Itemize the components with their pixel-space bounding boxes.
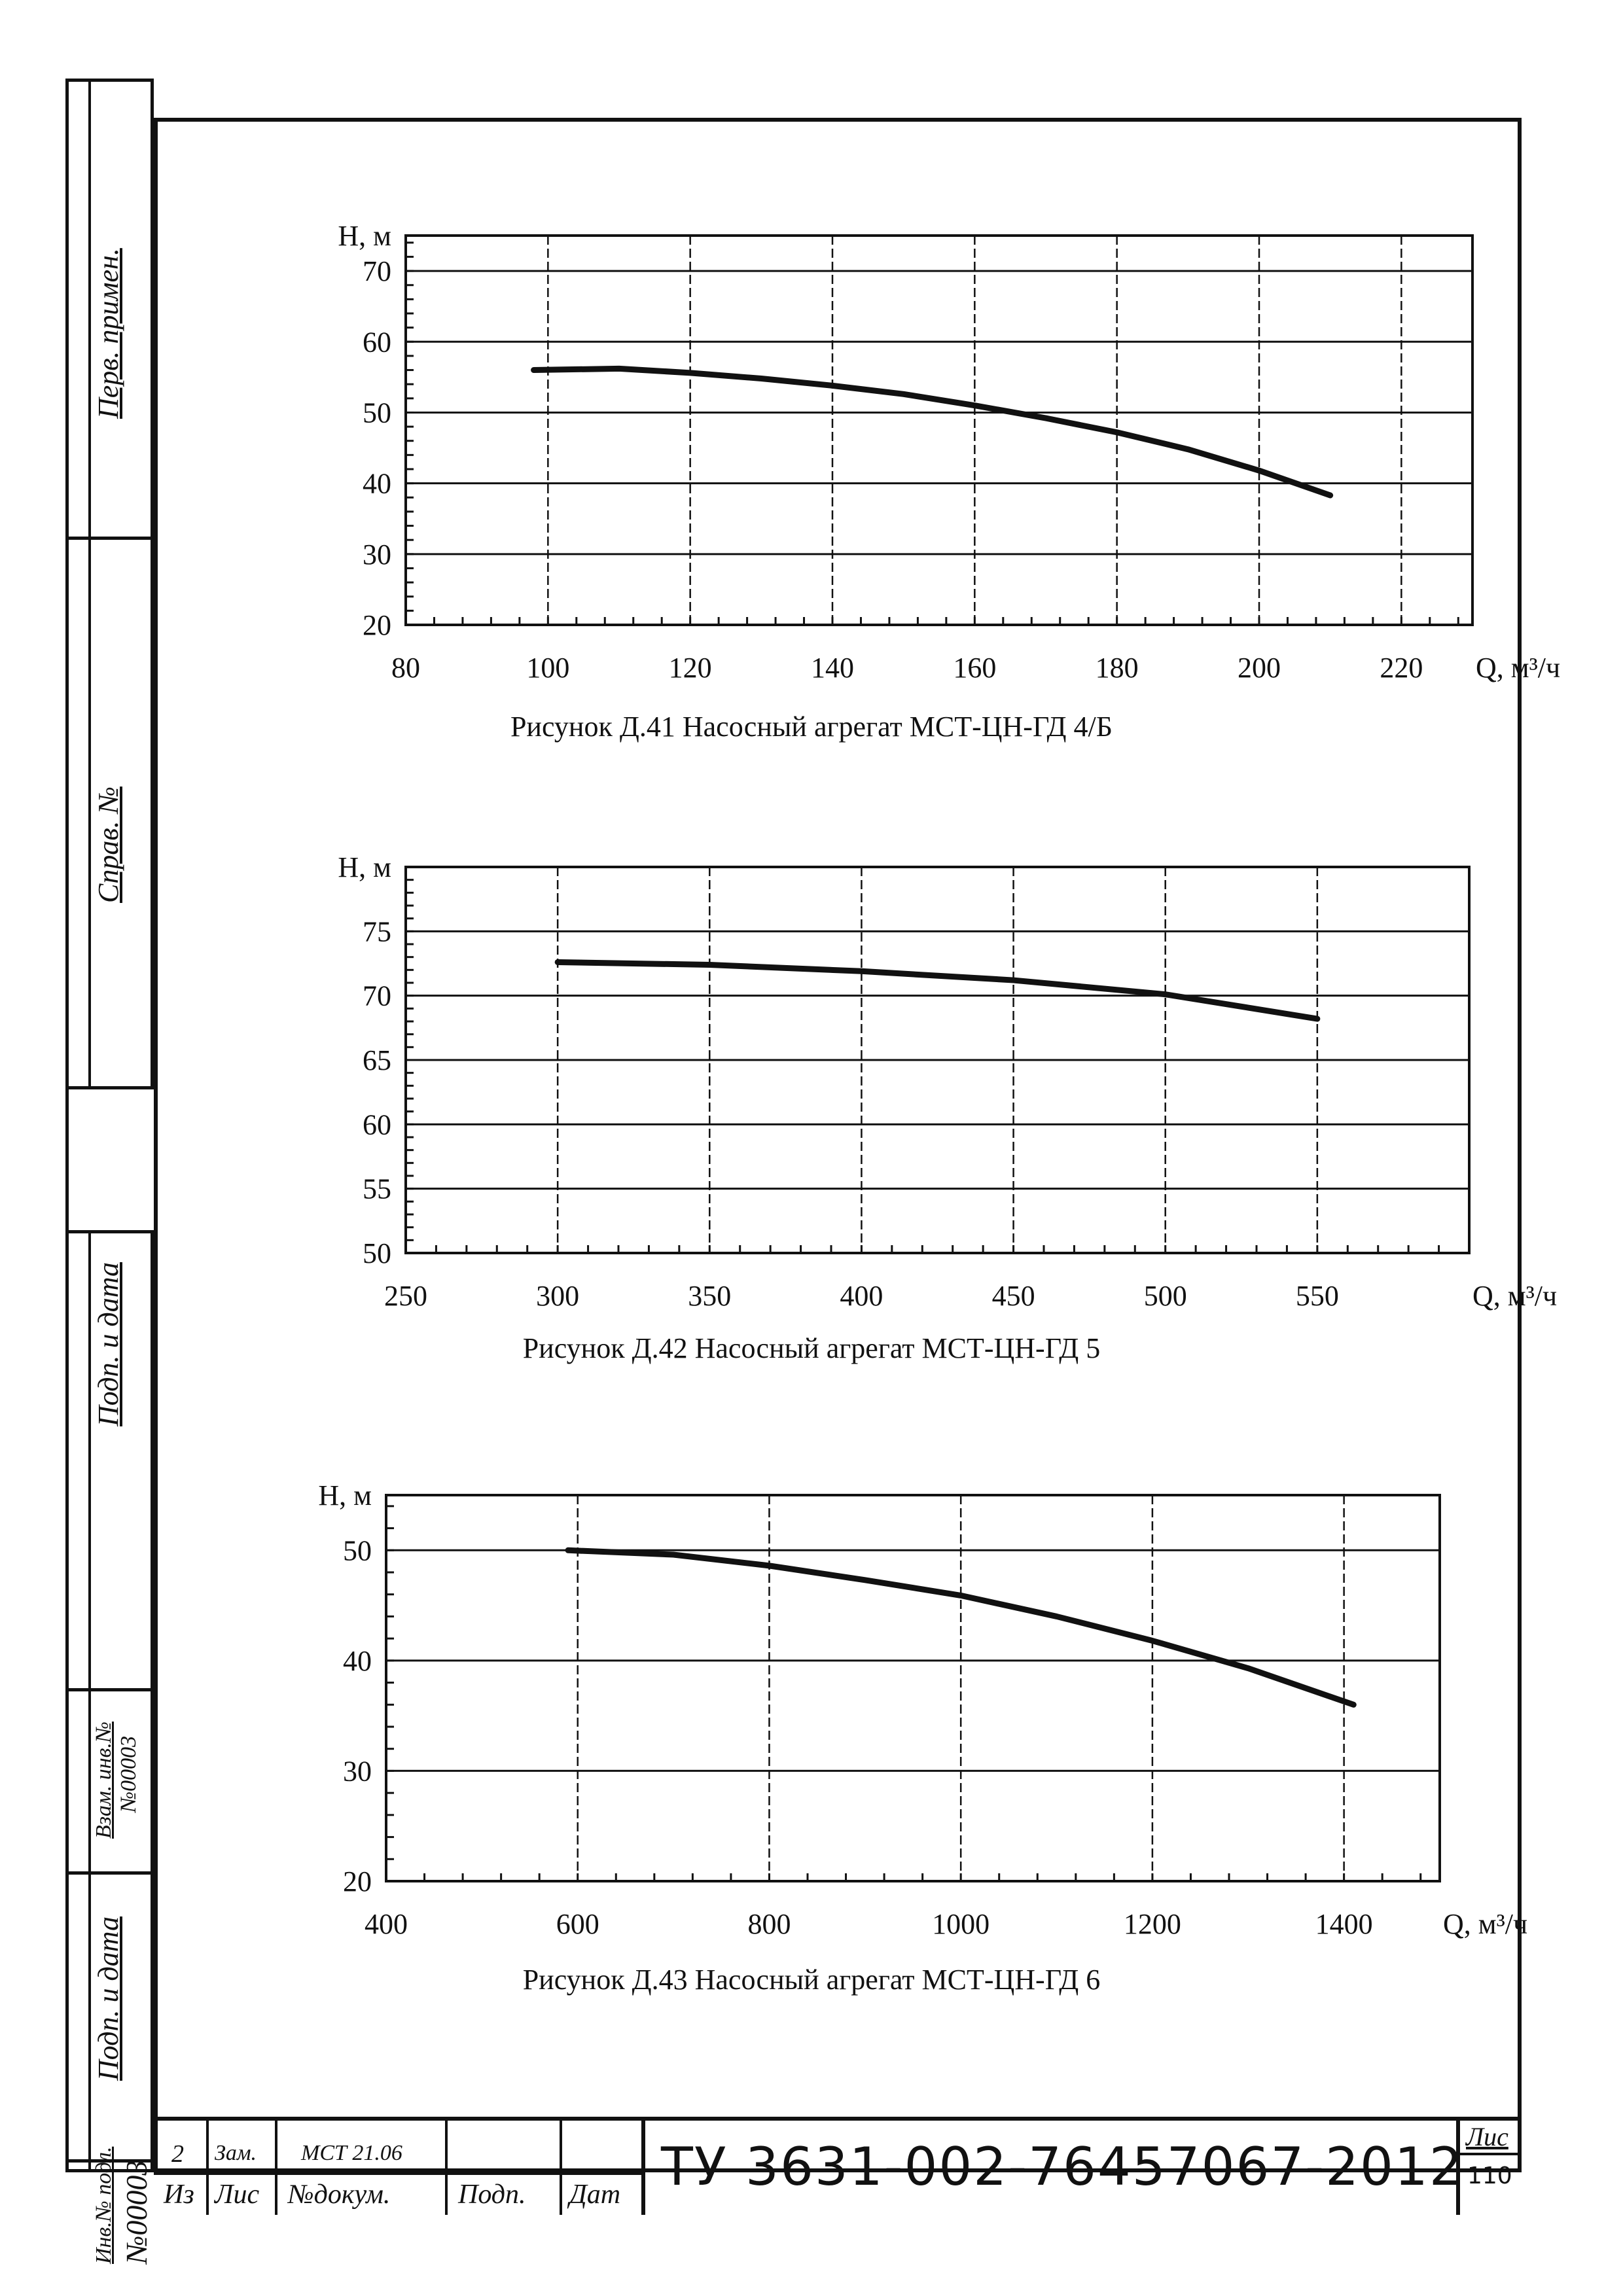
tb-header-podp: Подп. [458,2180,526,2210]
x-tick-label: 1000 [932,1908,990,1940]
tb-row-num: 2 [171,2140,184,2168]
y-tick-label: 55 [363,1173,391,1205]
x-tick-label: 300 [536,1280,580,1312]
y-axis-label: Н, м [318,1479,372,1511]
tb-row-change: Зам. [215,2141,257,2165]
margin-label-sprav: Справ. № [92,786,124,903]
y-tick-label: 40 [363,467,391,500]
caption-d42: Рисунок Д.42 Насосный агрегат МСТ-ЦН-ГД 5 [522,1332,1101,1364]
chart-d43 [0,1453,1623,1963]
x-tick-label: 140 [811,652,854,684]
margin-label-podp2: Подп. и дата [92,1916,124,2081]
margin-value-inv: №00003 [120,2160,153,2264]
x-axis-label: Q, м³/ч [1476,652,1561,684]
caption-d43: Рисунок Д.43 Насосный агрегат МСТ-ЦН-ГД 6 [522,1964,1101,1996]
x-tick-label: 550 [1295,1280,1339,1312]
x-tick-label: 1400 [1315,1908,1373,1940]
x-tick-label: 400 [840,1280,883,1312]
x-tick-label: 250 [384,1280,427,1312]
x-tick-label: 500 [1143,1280,1187,1312]
document-code: ТУ 3631-002-76457067-2012 [661,2136,1464,2197]
x-tick-label: 160 [953,652,997,684]
y-tick-label: 50 [343,1534,372,1567]
x-tick-label: 220 [1380,652,1423,684]
x-tick-label: 600 [556,1908,599,1940]
margin-label-podp1: Подп. и дата [92,1262,124,1426]
x-tick-label: 100 [526,652,570,684]
y-tick-label: 60 [363,1108,391,1141]
sheet-number: 110 [1467,2163,1512,2189]
tb-header-list: Лис [215,2180,260,2210]
caption-d41: Рисунок Д.41 Насосный агрегат МСТ-ЦН-ГД 4/Б [510,711,1113,743]
plot-frame [386,1495,1440,1881]
x-tick-label: 400 [365,1908,408,1940]
x-axis-label: Q, м³/ч [1472,1280,1558,1312]
series-line [534,368,1330,495]
y-tick-label: 20 [363,609,391,641]
y-tick-label: 70 [363,255,391,288]
sheet-label: Лис [1466,2122,1508,2151]
y-tick-label: 70 [363,980,391,1012]
y-tick-label: 65 [363,1044,391,1076]
x-tick-label: 1200 [1123,1908,1181,1940]
y-axis-label: Н, м [338,851,391,883]
tb-header-ndoc: №докум. [288,2180,391,2210]
margin-label-inv: Инв.№ подл. [92,2146,116,2264]
plot-frame [406,236,1472,625]
x-tick-label: 180 [1095,652,1139,684]
x-tick-label: 120 [668,652,712,684]
y-tick-label: 75 [363,915,391,948]
margin-label-vzam: Взам. инв.№ [92,1722,116,1839]
x-axis-label: Q, м³/ч [1443,1908,1528,1940]
margin-label-perv: Перв. примен. [92,248,124,419]
y-tick-label: 50 [363,397,391,429]
margin-value-vzam: №00003 [116,1735,141,1812]
tb-header-izm: Из [164,2180,194,2210]
y-tick-label: 30 [343,1755,372,1788]
y-tick-label: 50 [363,1237,391,1269]
y-tick-label: 60 [363,326,391,359]
series-line [558,963,1317,1019]
x-tick-label: 450 [991,1280,1035,1312]
y-axis-label: Н, м [338,220,391,252]
y-tick-label: 40 [343,1644,372,1677]
x-tick-label: 80 [391,652,420,684]
x-tick-label: 200 [1238,652,1281,684]
x-tick-label: 800 [747,1908,791,1940]
chart-d41 [0,0,1623,720]
tb-header-data: Дат [569,2180,621,2210]
chart-d42 [0,824,1623,1335]
y-tick-label: 30 [363,538,391,571]
tb-row-doc: МСТ 21.06 [301,2141,402,2165]
y-tick-label: 20 [343,1865,372,1898]
x-tick-label: 350 [688,1280,732,1312]
